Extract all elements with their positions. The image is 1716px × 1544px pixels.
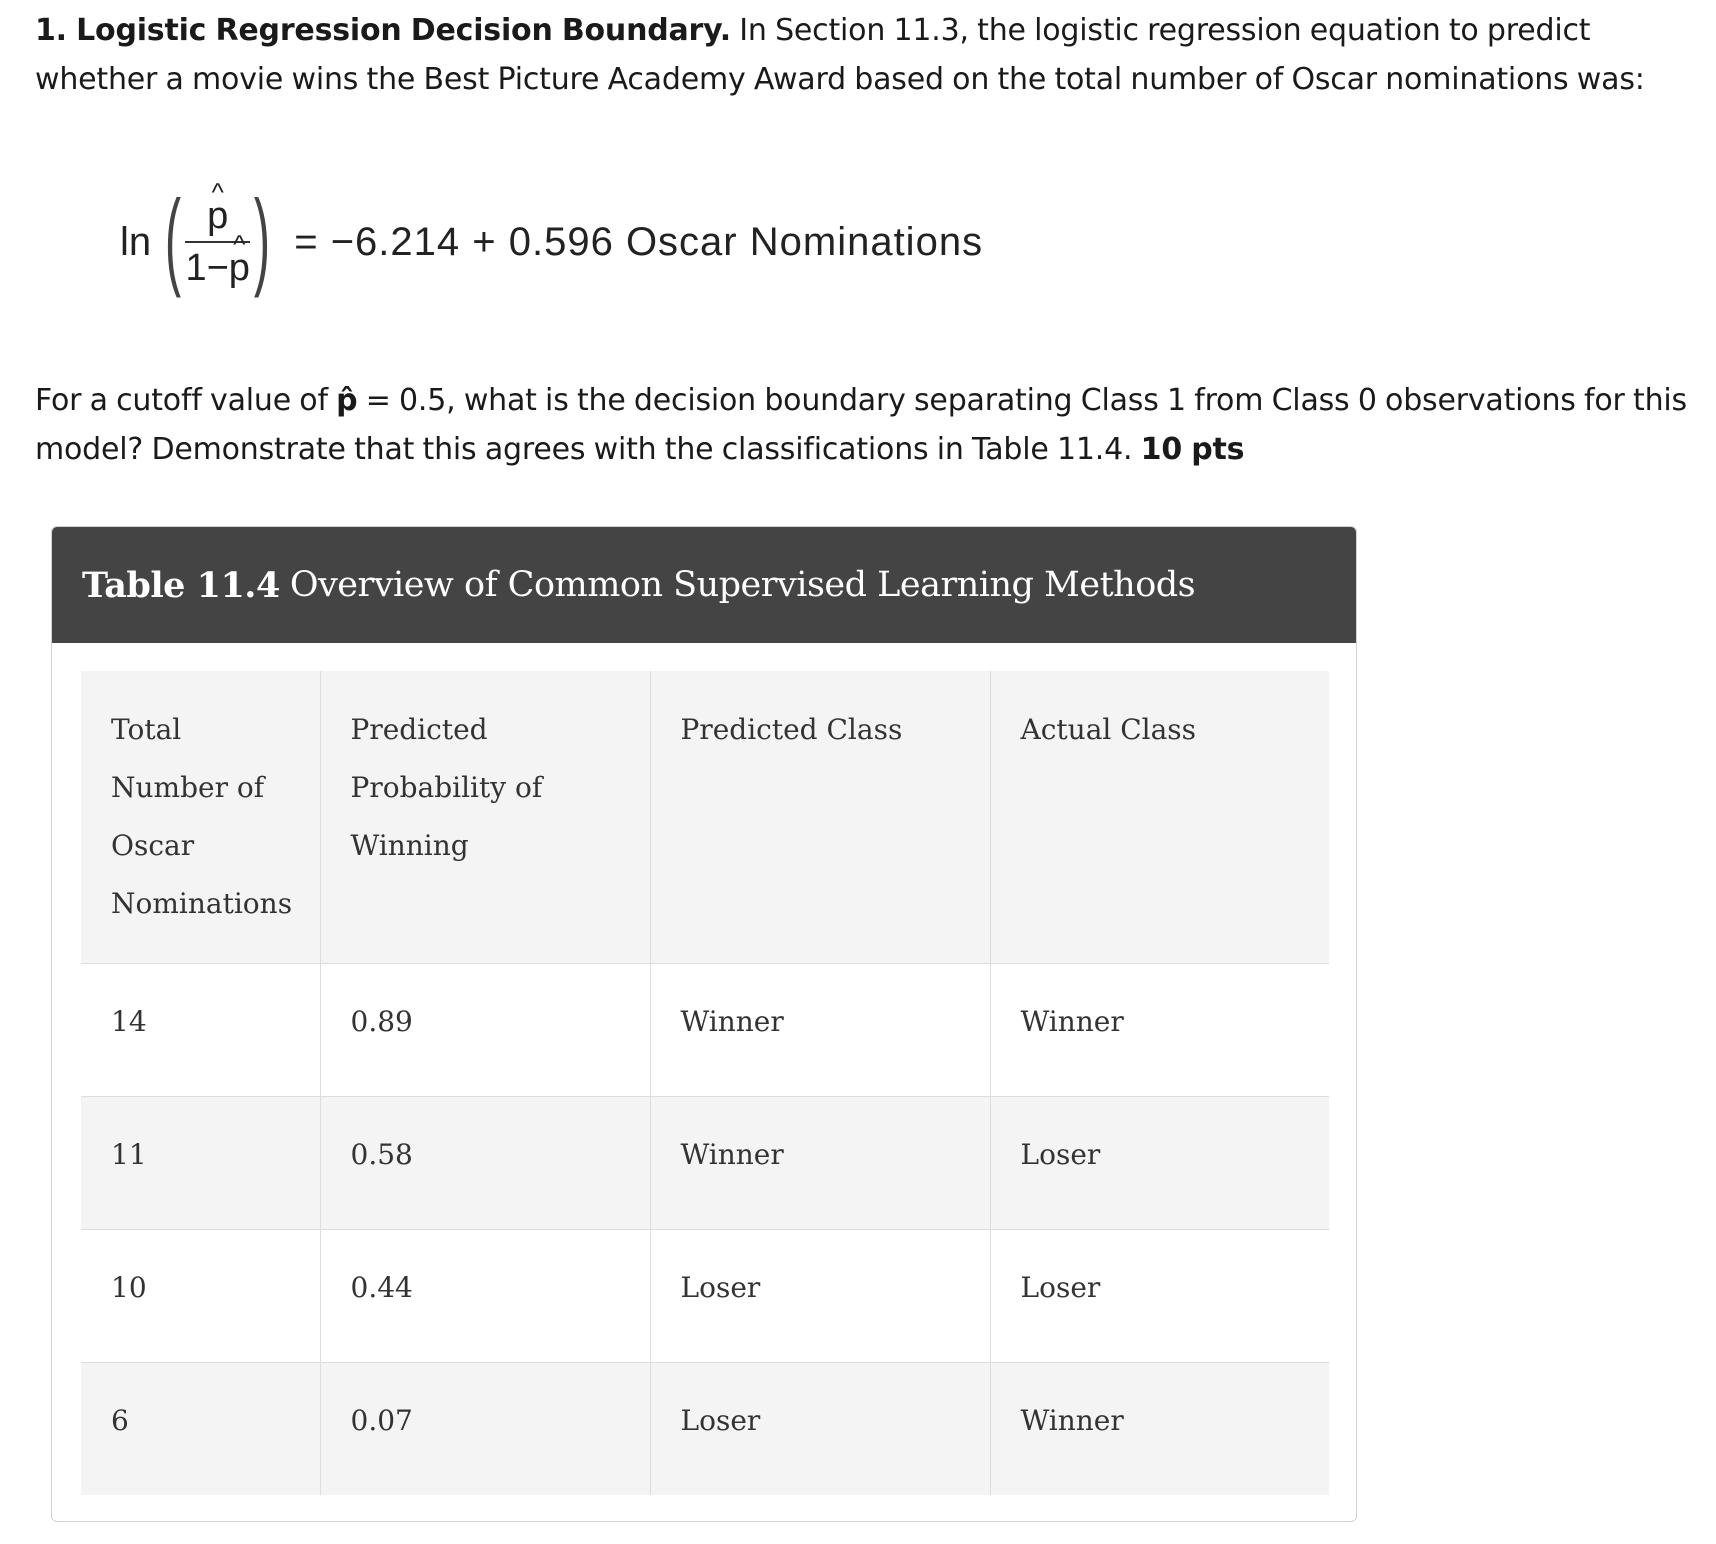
table-caption-label: Table 11.4	[82, 564, 280, 606]
cell-probability: 0.58	[320, 1096, 650, 1229]
question-before: For a cutoff value of	[35, 383, 337, 418]
cell-actual-class: Loser	[1020, 1270, 1101, 1304]
header-predicted-class: Predicted Class	[650, 671, 990, 963]
question-text	[35, 376, 1695, 474]
header-probability: Predicted Probability of Winning	[320, 671, 650, 963]
cell-nominations: 14	[81, 963, 320, 1096]
problem-title: 1. Logistic Regression Decision Boundary.	[35, 13, 731, 48]
fraction-denominator	[185, 243, 249, 291]
p-hat-symbol: p̂	[336, 383, 358, 418]
table-row	[81, 963, 1329, 1096]
table-row	[81, 1229, 1329, 1362]
cell-predicted-class: Winner	[650, 963, 990, 1096]
odds-fraction	[185, 193, 250, 291]
problem-text: In Section 11.3, the logistic regression equation to predict whether a movie wins the Best Picture Academy Award based on the total number of Oscar nominations was:	[35, 13, 1645, 97]
cell-predicted-class: Winner	[650, 1096, 990, 1229]
denominator-prefix: 1−	[185, 247, 229, 289]
table-caption	[52, 527, 1356, 643]
p-hat-numerator: ^ p	[207, 193, 228, 239]
cell-nominations: 6	[81, 1362, 320, 1495]
left-paren: (	[165, 177, 182, 298]
table-card	[51, 526, 1357, 1522]
header-actual-class: Actual Class	[990, 671, 1329, 963]
cell-probability: 0.44	[320, 1229, 650, 1362]
right-paren: )	[254, 177, 271, 298]
equation-ln: ln	[120, 219, 152, 264]
table-header-row	[81, 671, 1329, 963]
cell-probability: 0.07	[320, 1362, 650, 1495]
table-row	[81, 1096, 1329, 1229]
cell-predicted-class: Loser	[650, 1229, 990, 1362]
cell-probability: 0.89	[320, 963, 650, 1096]
cell-actual-class: Loser	[990, 1096, 1329, 1229]
cell-actual-class: Winner	[1020, 1004, 1124, 1038]
cell-nominations: 11	[81, 1096, 320, 1229]
equation-rhs: = −6.214 + 0.596 Oscar Nominations	[294, 219, 984, 264]
results-table	[81, 671, 1329, 1495]
header-nominations: Total Number of Oscar Nominations	[81, 671, 320, 963]
question-after: = 0.5, what is the decision boundary separating Class 1 from Class 0 observations for this model? Demonstrate that this agrees with the classifications in Table 11.4.	[35, 383, 1687, 467]
cell-nominations: 10	[81, 1229, 320, 1362]
cell-predicted-class: Loser	[650, 1362, 990, 1495]
table-row	[81, 1362, 1329, 1495]
points-label: 10 pts	[1140, 432, 1245, 467]
logistic-equation	[120, 177, 984, 302]
p-hat-denominator: ^ p	[229, 245, 250, 291]
problem-statement	[35, 6, 1695, 104]
table-caption-title: Overview of Common Supervised Learning Methods	[289, 565, 1196, 605]
cell-actual-class: Winner	[990, 1362, 1329, 1495]
